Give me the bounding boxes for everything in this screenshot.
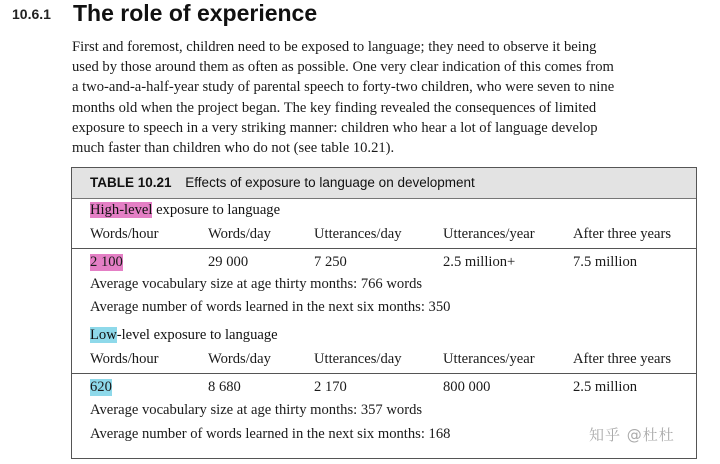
header-utterances-year: Utterances/year [443, 226, 535, 242]
section-title: The role of experience [73, 0, 318, 26]
high-utterances-year: 2.5 million+ [443, 254, 516, 270]
low-after-three-years: 2.5 million [573, 379, 638, 395]
high-words-hour: 2 100 [90, 254, 123, 270]
low-level-highlight: Low [90, 327, 117, 343]
high-words-day: 29 000 [208, 254, 249, 270]
paragraph-line: months old when the project began. The key finding revealed the consequences of limited [72, 99, 597, 116]
paragraph-line: exposure to speech in a very striking manner: children who hear a lot of language develop [72, 119, 598, 136]
paragraph-line: much faster than children who do not (see table 10.21). [72, 140, 395, 157]
header-after-three-years: After three years [573, 226, 672, 242]
header-rule [72, 373, 696, 374]
high-values-row [72, 254, 696, 276]
header-rule [72, 248, 696, 249]
header-utterances-day: Utterances/day [314, 351, 402, 367]
low-words-hour: 620 [90, 379, 112, 395]
high-level-title [90, 202, 280, 219]
header-words-hour: Words/hour [90, 351, 159, 367]
body-paragraph [72, 37, 704, 158]
section-number: 10.6.1 [12, 6, 51, 22]
paragraph-line: used by those around them as often as possible. One very clear indication of this comes from [72, 59, 614, 76]
high-note-vocabulary: Average vocabulary size at age thirty months: 766 words [90, 276, 423, 292]
data-table [71, 167, 697, 459]
table-caption-text: Effects of exposure to language on development [185, 175, 475, 190]
table-number: TABLE 10.21 [90, 175, 172, 190]
table-caption [72, 168, 696, 199]
high-level-highlight: High-level [90, 202, 153, 218]
high-utterances-day: 7 250 [314, 254, 347, 270]
low-words-day: 8 680 [208, 379, 241, 395]
header-row [72, 351, 696, 373]
high-note-words-learned: Average number of words learned in the next six months: 350 [90, 299, 451, 315]
header-words-day: Words/day [208, 226, 271, 242]
watermark: 知乎 @杜杜 [589, 426, 675, 444]
paragraph-line: a two-and-a-half-year study of parental speech to forty-two children, who were seven to nine [72, 79, 615, 96]
low-note-words-learned: Average number of words learned in the next six months: 168 [90, 426, 451, 442]
low-note-vocabulary: Average vocabulary size at age thirty months: 357 words [90, 402, 423, 418]
paragraph-line: First and foremost, children need to be exposed to language; they need to observe it being [72, 39, 597, 55]
low-utterances-day: 2 170 [314, 379, 347, 395]
low-values-row [72, 379, 696, 401]
high-level-title-rest: exposure to language [152, 202, 281, 218]
low-level-title [90, 327, 278, 344]
header-row [72, 226, 696, 248]
low-level-title-rest: -level exposure to language [116, 327, 278, 343]
header-words-day: Words/day [208, 351, 271, 367]
header-utterances-year: Utterances/year [443, 351, 535, 367]
low-utterances-year: 800 000 [443, 379, 491, 395]
high-after-three-years: 7.5 million [573, 254, 638, 270]
header-words-hour: Words/hour [90, 226, 159, 242]
header-utterances-day: Utterances/day [314, 226, 402, 242]
header-after-three-years: After three years [573, 351, 672, 367]
